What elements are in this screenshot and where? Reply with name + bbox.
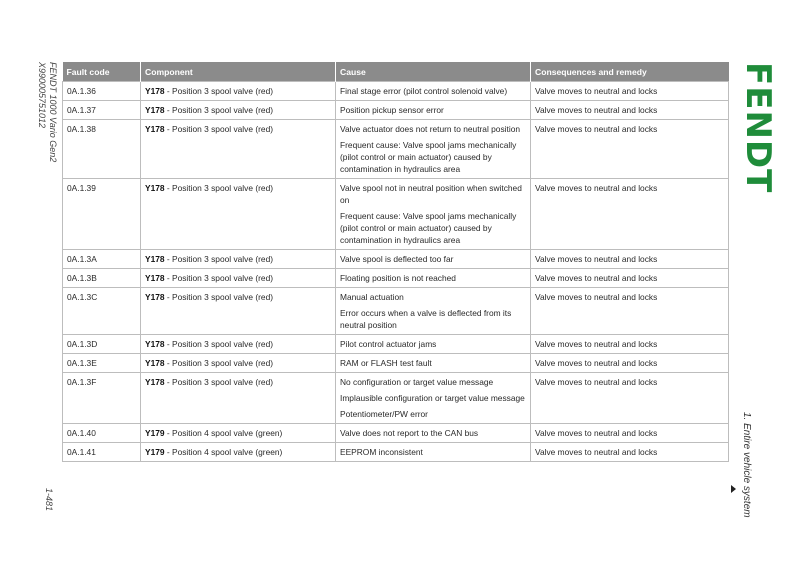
component-id: Y178	[145, 124, 165, 134]
cause-paragraph: Frequent cause: Valve spool jams mechanically (pilot control or main actuator) caused by contamination in hydraulics area	[340, 140, 517, 174]
table-body	[63, 82, 729, 462]
remedy-cell: Valve moves to neutral and locks	[531, 101, 729, 120]
cause-paragraph: EEPROM inconsistent	[340, 447, 423, 457]
cause-cell	[336, 354, 531, 373]
component-cell	[141, 443, 336, 462]
fendt-logo: FENDT	[738, 62, 778, 194]
cause-cell	[336, 443, 531, 462]
remedy-cell: Valve moves to neutral and locks	[531, 354, 729, 373]
fault-code-cell: 0A.1.3D	[63, 335, 141, 354]
component-cell	[141, 179, 336, 250]
section-label: 1. Entire vehicle system	[741, 412, 752, 518]
cause-paragraph: Valve does not report to the CAN bus	[340, 428, 479, 438]
remedy-cell: Valve moves to neutral and locks	[531, 443, 729, 462]
component-id: Y178	[145, 183, 165, 193]
table-header-row	[63, 62, 729, 82]
cause-cell	[336, 179, 531, 250]
table-row	[63, 288, 729, 335]
component-description: - Position 3 spool valve (red)	[164, 377, 274, 387]
component-cell	[141, 82, 336, 101]
component-description: - Position 4 spool valve (green)	[164, 447, 283, 457]
cause-paragraph: Frequent cause: Valve spool jams mechanically (pilot control or main actuator) caused by contamination in hydraulics area	[340, 211, 517, 245]
component-description: - Position 3 spool valve (red)	[164, 254, 274, 264]
cause-cell	[336, 120, 531, 179]
table-row	[63, 82, 729, 101]
component-id: Y179	[145, 428, 165, 438]
component-description: - Position 3 spool valve (red)	[164, 105, 274, 115]
remedy-cell: Valve moves to neutral and locks	[531, 373, 729, 424]
document-id	[36, 62, 58, 162]
cause-paragraph: Valve spool not in neutral position when switched on	[340, 183, 522, 205]
cause-paragraph: Potentiometer/PW error	[340, 409, 428, 419]
cause-paragraph: Final stage error (pilot control solenoid valve)	[340, 86, 508, 96]
fault-code-cell: 0A.1.3C	[63, 288, 141, 335]
cause-paragraph: Floating position is not reached	[340, 273, 456, 283]
cause-cell	[336, 424, 531, 443]
header-remedy: Consequences and remedy	[531, 62, 729, 82]
table-row	[63, 443, 729, 462]
cause-paragraph: RAM or FLASH test fault	[340, 358, 432, 368]
component-id: Y178	[145, 254, 165, 264]
table-row	[63, 424, 729, 443]
component-cell	[141, 288, 336, 335]
component-id: Y178	[145, 86, 165, 96]
fault-code-cell: 0A.1.40	[63, 424, 141, 443]
remedy-cell: Valve moves to neutral and locks	[531, 82, 729, 101]
component-id: Y178	[145, 105, 165, 115]
remedy-cell: Valve moves to neutral and locks	[531, 269, 729, 288]
component-cell	[141, 335, 336, 354]
cause-paragraph: Valve spool is deflected too far	[340, 254, 454, 264]
cause-paragraph: Valve actuator does not return to neutral position	[340, 124, 521, 134]
component-description: - Position 4 spool valve (green)	[164, 428, 283, 438]
cause-paragraph: Error occurs when a valve is deflected from its neutral position	[340, 308, 512, 330]
component-id: Y178	[145, 339, 165, 349]
fault-code-cell: 0A.1.38	[63, 120, 141, 179]
header-cause: Cause	[336, 62, 531, 82]
component-id: Y178	[145, 273, 165, 283]
cause-cell	[336, 250, 531, 269]
component-id: Y178	[145, 292, 165, 302]
cause-cell	[336, 82, 531, 101]
fault-code-cell: 0A.1.3F	[63, 373, 141, 424]
component-id: Y178	[145, 358, 165, 368]
remedy-cell: Valve moves to neutral and locks	[531, 120, 729, 179]
component-cell	[141, 424, 336, 443]
component-cell	[141, 120, 336, 179]
component-description: - Position 3 spool valve (red)	[164, 273, 274, 283]
cause-paragraph: Position pickup sensor error	[340, 105, 444, 115]
doc-number: X990005751012	[37, 62, 47, 129]
fault-code-cell: 0A.1.3B	[63, 269, 141, 288]
cause-cell	[336, 101, 531, 120]
component-description: - Position 3 spool valve (red)	[164, 183, 274, 193]
fault-code-cell: 0A.1.39	[63, 179, 141, 250]
cause-cell	[336, 269, 531, 288]
fault-code-cell: 0A.1.36	[63, 82, 141, 101]
remedy-cell: Valve moves to neutral and locks	[531, 424, 729, 443]
fault-code-table	[62, 62, 729, 462]
component-cell	[141, 269, 336, 288]
fault-code-cell: 0A.1.3A	[63, 250, 141, 269]
header-component: Component	[141, 62, 336, 82]
table-row	[63, 120, 729, 179]
component-cell	[141, 101, 336, 120]
component-id: Y178	[145, 377, 165, 387]
cause-cell	[336, 335, 531, 354]
page-number: 1-481	[44, 488, 54, 512]
next-page-arrow-icon	[731, 485, 736, 493]
table-row	[63, 250, 729, 269]
table-row	[63, 179, 729, 250]
remedy-cell: Valve moves to neutral and locks	[531, 288, 729, 335]
header-fault-code: Fault code	[63, 62, 141, 82]
remedy-cell: Valve moves to neutral and locks	[531, 250, 729, 269]
cause-cell	[336, 288, 531, 335]
component-cell	[141, 250, 336, 269]
cause-paragraph: Manual actuation	[340, 292, 404, 302]
component-cell	[141, 354, 336, 373]
component-cell	[141, 373, 336, 424]
cause-paragraph: Implausible configuration or target value message	[340, 393, 525, 403]
component-description: - Position 3 spool valve (red)	[164, 358, 274, 368]
component-id: Y179	[145, 447, 165, 457]
fault-code-cell: 0A.1.41	[63, 443, 141, 462]
table-row	[63, 373, 729, 424]
table-row	[63, 354, 729, 373]
fault-code-cell: 0A.1.37	[63, 101, 141, 120]
component-description: - Position 3 spool valve (red)	[164, 292, 274, 302]
component-description: - Position 3 spool valve (red)	[164, 124, 274, 134]
table-row	[63, 101, 729, 120]
cause-cell	[336, 373, 531, 424]
doc-title: FENDT 1000 Vario Gen2	[48, 62, 58, 163]
component-description: - Position 3 spool valve (red)	[164, 339, 274, 349]
fault-code-cell: 0A.1.3E	[63, 354, 141, 373]
cause-paragraph: No configuration or target value message	[340, 377, 494, 387]
cause-paragraph: Pilot control actuator jams	[340, 339, 437, 349]
remedy-cell: Valve moves to neutral and locks	[531, 335, 729, 354]
component-description: - Position 3 spool valve (red)	[164, 86, 274, 96]
table-row	[63, 269, 729, 288]
table-row	[63, 335, 729, 354]
remedy-cell: Valve moves to neutral and locks	[531, 179, 729, 250]
